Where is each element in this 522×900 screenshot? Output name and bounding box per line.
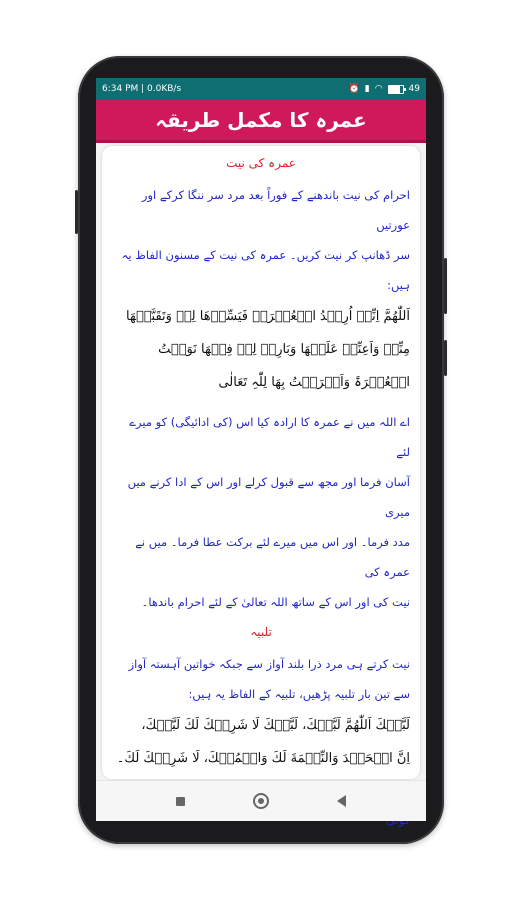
translation-line: اے اللہ میں نے عمرہ کا ارادہ کیا اس (کی ادائیگی) کو میرے لئے: [129, 415, 410, 459]
section-heading-niyyat: عمرہ کی نیت: [226, 156, 296, 170]
wifi-icon: ◠: [374, 84, 383, 94]
page-title: عمرہ کا مکمل طریقہ: [155, 108, 367, 132]
dua-line: اَللّٰھُمَّ اِنِّیۡ اُرِیۡدُ الۡعُمۡرَۃَ فَیَسِّرۡھَا لِیۡ وَتَقَبَّلۡھَا: [126, 309, 410, 324]
intro-line: سر ڈھانپ کر نیت کریں۔ عمرہ کی نیت کے مسنون الفاظ یہ ہیں:: [121, 248, 410, 292]
status-time: 6:34 PM | 0.0KB/s: [102, 84, 182, 94]
signal-icon: ▮: [364, 84, 370, 94]
talbiya-intro-line: نیت کرتے ہی مرد ذرا بلند آواز سے جبکہ خواتین آہستہ آواز: [128, 657, 410, 671]
system-nav-bar: [96, 780, 426, 821]
talbiya-line: اِنَّ الۡحَمۡدَ وَالنِّعۡمَةَ لَكَ وَالۡمُلۡكَ، لَا شَرِیۡكَ لَكَ۔: [116, 751, 410, 766]
translation-line: نیت کی اور اس کے ساتھ اللہ تعالیٰ کے لئے احرام باندھا۔: [141, 595, 410, 609]
talbiya-intro-line: سے تین بار تلبیہ پڑھیں، تلبیہ کے الفاظ یہ ہیں:: [188, 687, 410, 701]
section-heading-talbiya: تلبیہ: [250, 625, 272, 639]
dua-line: الۡعُمۡرَۃَ وَاَحۡرَمۡتُ بِھَا لِلّٰہِ تَعَالٰی: [218, 375, 410, 390]
dua-line: مِنِّیۡ وَاَعِنِّیۡ عَلَیۡھَا وَبَارِكۡ لِیۡ فِیۡھَا نَوَیۡتُ: [158, 342, 410, 357]
status-bar: [96, 78, 426, 100]
triangle-back-icon[interactable]: [337, 795, 346, 807]
intro-line: احرام کی نیت باندھنے کے فوراً بعد مرد سر ننگا کرکے اور عورتیں: [141, 188, 410, 232]
translation-line: مدد فرما۔ اور اس میں میرے لئے برکت عطا فرما۔ میں نے عمرہ کی: [135, 535, 410, 579]
circle-home-icon[interactable]: [253, 793, 269, 809]
volume-button: [75, 190, 78, 234]
battery-icon: [388, 85, 404, 94]
screen: [96, 78, 426, 821]
battery-label: 49: [408, 84, 420, 94]
content-card[interactable]: [102, 146, 420, 779]
talbiya-line: لَبَّیۡكَ اَللّٰھُمَّ لَبَّیۡكَ، لَبَّیۡكَ لَا شَرِیۡكَ لَكَ لَبَّیۡكَ،: [141, 718, 410, 733]
power-button: [444, 258, 447, 314]
square-recents-icon[interactable]: [176, 797, 185, 806]
translation-line: آسان فرما اور مجھ سے قبول کرلے اور اس کے ادا کرنے میں میری: [127, 475, 410, 519]
alarm-icon: ⏰: [348, 84, 360, 94]
side-button-lower: [444, 340, 447, 376]
app-title-bar: [96, 100, 426, 143]
